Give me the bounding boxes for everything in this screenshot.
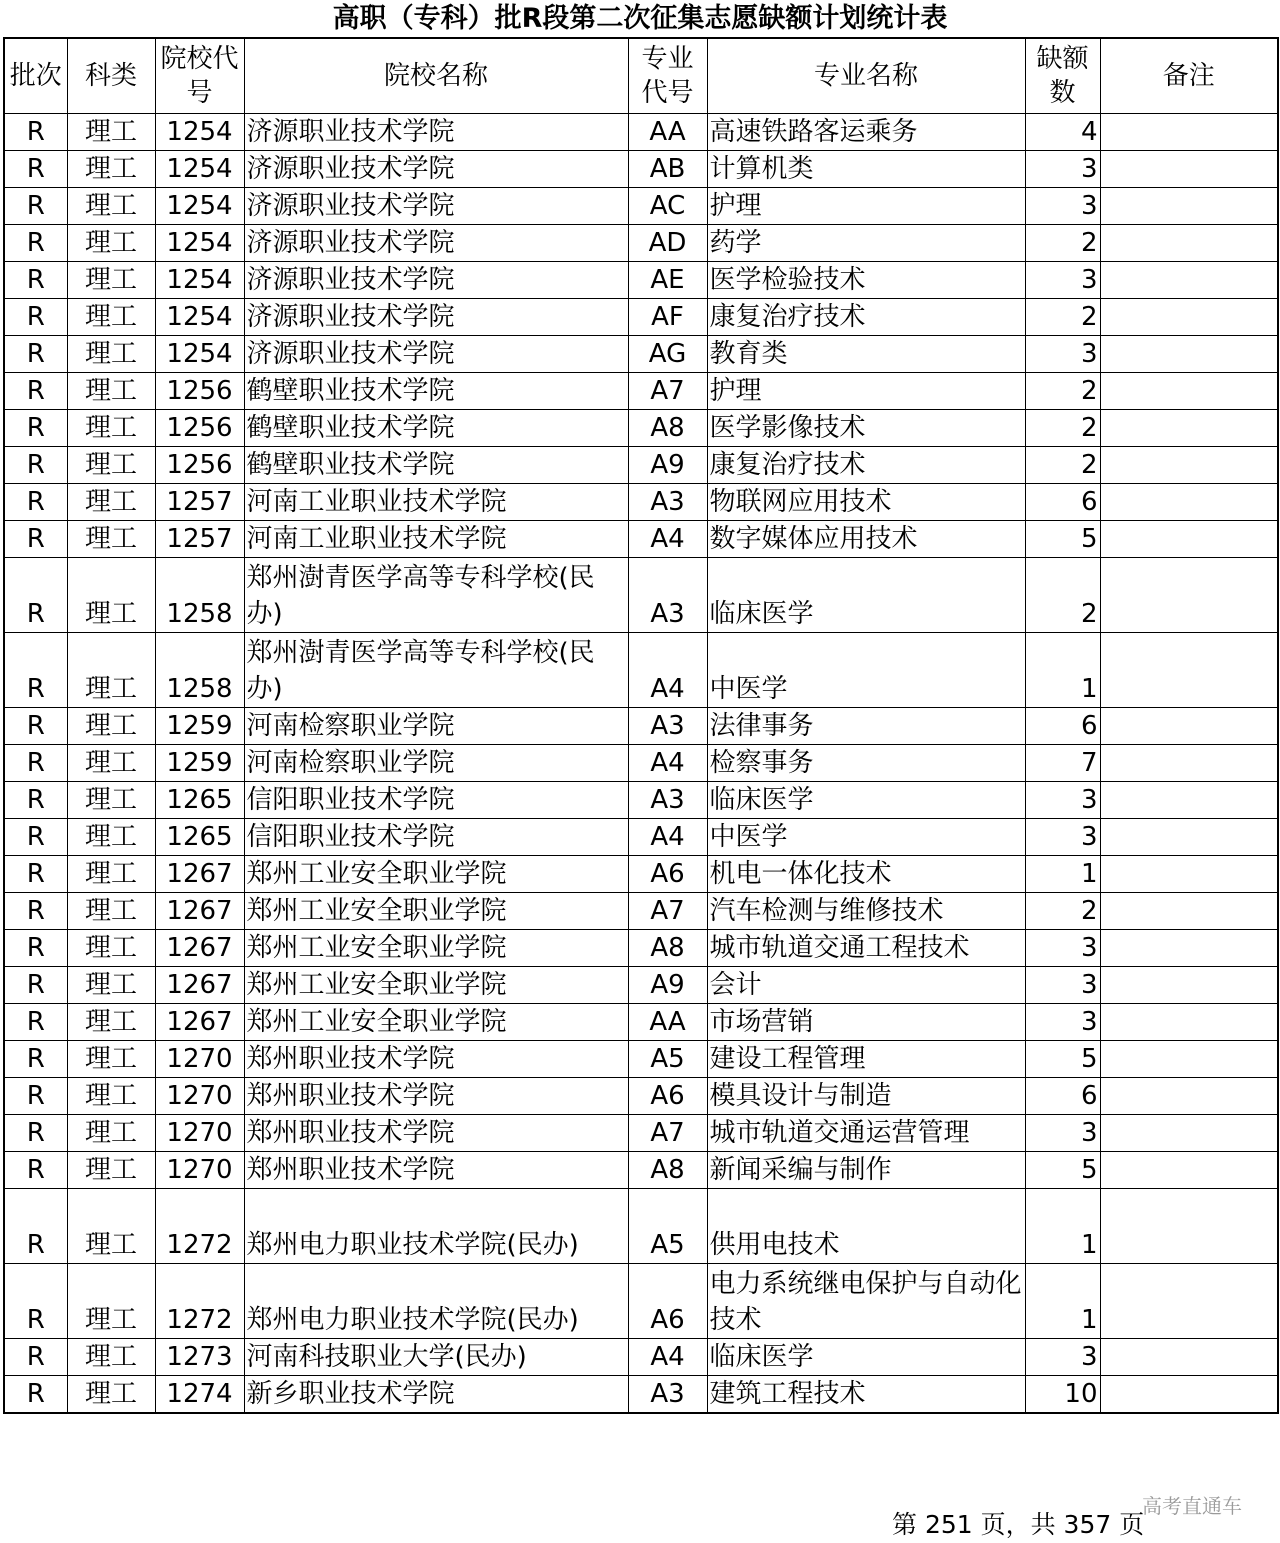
cell-category: 理工 — [67, 262, 155, 299]
cell-major-name: 医学检验技术 — [707, 262, 1025, 299]
cell-category: 理工 — [67, 1264, 155, 1339]
cell-major-code: A4 — [628, 521, 707, 558]
cell-major-code: A3 — [628, 1376, 707, 1414]
table-row — [4, 188, 1278, 225]
cell-major-code: AF — [628, 299, 707, 336]
cell-batch: R — [4, 1078, 67, 1115]
cell-batch: R — [4, 521, 67, 558]
cell-school-code: 1256 — [155, 410, 244, 447]
cell-major-name: 药学 — [707, 225, 1025, 262]
cell-major-name: 物联网应用技术 — [707, 484, 1025, 521]
cell-school-name: 郑州职业技术学院 — [244, 1152, 628, 1189]
cell-major-name: 高速铁路客运乘务 — [707, 114, 1025, 151]
cell-batch: R — [4, 1189, 67, 1264]
cell-major-code: A7 — [628, 373, 707, 410]
table-row — [4, 410, 1278, 447]
cell-remark — [1100, 188, 1278, 225]
cell-vacancy: 3 — [1025, 819, 1100, 856]
cell-batch: R — [4, 1264, 67, 1339]
cell-school-name: 鹤壁职业技术学院 — [244, 410, 628, 447]
cell-major-name: 汽车检测与维修技术 — [707, 893, 1025, 930]
cell-school-name: 郑州电力职业技术学院(民办) — [244, 1264, 628, 1339]
cell-school-name: 济源职业技术学院 — [244, 188, 628, 225]
cell-vacancy: 2 — [1025, 893, 1100, 930]
cell-school-code: 1270 — [155, 1078, 244, 1115]
cell-vacancy: 3 — [1025, 1339, 1100, 1376]
cell-school-code: 1254 — [155, 114, 244, 151]
cell-major-name: 医学影像技术 — [707, 410, 1025, 447]
cell-school-code: 1270 — [155, 1041, 244, 1078]
cell-major-name: 法律事务 — [707, 708, 1025, 745]
page-number: 第 251 页，共 357 页 — [892, 1510, 1145, 1539]
cell-vacancy: 3 — [1025, 188, 1100, 225]
cell-remark — [1100, 447, 1278, 484]
cell-major-code: A3 — [628, 782, 707, 819]
table-row — [4, 558, 1278, 633]
cell-vacancy: 10 — [1025, 1376, 1100, 1414]
cell-remark — [1100, 1004, 1278, 1041]
cell-vacancy: 5 — [1025, 1152, 1100, 1189]
table-row — [4, 856, 1278, 893]
cell-category: 理工 — [67, 856, 155, 893]
cell-school-name: 济源职业技术学院 — [244, 262, 628, 299]
cell-remark — [1100, 299, 1278, 336]
cell-school-name: 郑州职业技术学院 — [244, 1078, 628, 1115]
cell-major-name: 中医学 — [707, 819, 1025, 856]
cell-batch: R — [4, 1339, 67, 1376]
cell-school-name: 郑州职业技术学院 — [244, 1041, 628, 1078]
cell-school-name: 郑州工业安全职业学院 — [244, 856, 628, 893]
cell-vacancy: 6 — [1025, 708, 1100, 745]
cell-remark — [1100, 745, 1278, 782]
cell-batch: R — [4, 856, 67, 893]
cell-remark — [1100, 1078, 1278, 1115]
cell-school-code: 1254 — [155, 225, 244, 262]
cell-school-name: 鹤壁职业技术学院 — [244, 373, 628, 410]
cell-school-name: 鹤壁职业技术学院 — [244, 447, 628, 484]
cell-category: 理工 — [67, 447, 155, 484]
cell-school-code: 1258 — [155, 633, 244, 708]
cell-vacancy: 5 — [1025, 1041, 1100, 1078]
cell-school-code: 1257 — [155, 521, 244, 558]
table-row — [4, 745, 1278, 782]
cell-school-code: 1254 — [155, 336, 244, 373]
cell-school-code: 1267 — [155, 967, 244, 1004]
header-major-name: 专业名称 — [707, 38, 1025, 114]
cell-major-name: 临床医学 — [707, 1339, 1025, 1376]
cell-major-name: 计算机类 — [707, 151, 1025, 188]
cell-major-name: 城市轨道交通工程技术 — [707, 930, 1025, 967]
cell-vacancy: 7 — [1025, 745, 1100, 782]
cell-school-code: 1254 — [155, 299, 244, 336]
cell-category: 理工 — [67, 930, 155, 967]
cell-major-name: 教育类 — [707, 336, 1025, 373]
cell-major-code: A8 — [628, 930, 707, 967]
cell-school-name: 信阳职业技术学院 — [244, 782, 628, 819]
cell-batch: R — [4, 745, 67, 782]
cell-school-name: 信阳职业技术学院 — [244, 819, 628, 856]
cell-major-code: A4 — [628, 633, 707, 708]
cell-remark — [1100, 151, 1278, 188]
cell-vacancy: 3 — [1025, 1115, 1100, 1152]
cell-remark — [1100, 967, 1278, 1004]
cell-category: 理工 — [67, 1376, 155, 1414]
cell-major-code: A7 — [628, 1115, 707, 1152]
cell-remark — [1100, 521, 1278, 558]
cell-school-name: 济源职业技术学院 — [244, 336, 628, 373]
table-row — [4, 930, 1278, 967]
cell-category: 理工 — [67, 558, 155, 633]
cell-major-code: A7 — [628, 893, 707, 930]
cell-school-code: 1272 — [155, 1264, 244, 1339]
cell-school-code: 1267 — [155, 1004, 244, 1041]
cell-school-code: 1270 — [155, 1152, 244, 1189]
cell-major-code: AD — [628, 225, 707, 262]
vacancy-plan-table — [3, 37, 1279, 1414]
cell-remark — [1100, 856, 1278, 893]
cell-major-name: 城市轨道交通运营管理 — [707, 1115, 1025, 1152]
cell-category: 理工 — [67, 1078, 155, 1115]
cell-batch: R — [4, 373, 67, 410]
cell-category: 理工 — [67, 484, 155, 521]
cell-remark — [1100, 1041, 1278, 1078]
cell-category: 理工 — [67, 893, 155, 930]
cell-major-name: 机电一体化技术 — [707, 856, 1025, 893]
cell-remark — [1100, 336, 1278, 373]
cell-category: 理工 — [67, 188, 155, 225]
cell-batch: R — [4, 114, 67, 151]
cell-remark — [1100, 558, 1278, 633]
cell-major-name: 护理 — [707, 188, 1025, 225]
cell-major-code: AB — [628, 151, 707, 188]
cell-major-name: 建筑工程技术 — [707, 1376, 1025, 1414]
cell-major-code: A5 — [628, 1189, 707, 1264]
cell-major-name: 临床医学 — [707, 558, 1025, 633]
cell-batch: R — [4, 782, 67, 819]
table-row — [4, 1189, 1278, 1264]
cell-batch: R — [4, 558, 67, 633]
cell-category: 理工 — [67, 299, 155, 336]
table-row — [4, 708, 1278, 745]
cell-major-code: AG — [628, 336, 707, 373]
cell-batch: R — [4, 336, 67, 373]
watermark-text: 高考直通车 — [1142, 1494, 1242, 1518]
cell-batch: R — [4, 819, 67, 856]
cell-major-name: 康复治疗技术 — [707, 447, 1025, 484]
cell-vacancy: 1 — [1025, 856, 1100, 893]
cell-remark — [1100, 1264, 1278, 1339]
cell-category: 理工 — [67, 1152, 155, 1189]
cell-category: 理工 — [67, 1339, 155, 1376]
cell-major-code: A6 — [628, 1078, 707, 1115]
cell-school-code: 1254 — [155, 151, 244, 188]
cell-school-name: 郑州职业技术学院 — [244, 1115, 628, 1152]
cell-remark — [1100, 1152, 1278, 1189]
cell-major-name: 建设工程管理 — [707, 1041, 1025, 1078]
cell-school-code: 1273 — [155, 1339, 244, 1376]
cell-batch: R — [4, 1376, 67, 1414]
table-row — [4, 447, 1278, 484]
table-row — [4, 1041, 1278, 1078]
cell-remark — [1100, 373, 1278, 410]
cell-major-name: 康复治疗技术 — [707, 299, 1025, 336]
cell-vacancy: 6 — [1025, 484, 1100, 521]
cell-remark — [1100, 782, 1278, 819]
cell-category: 理工 — [67, 336, 155, 373]
cell-major-code: A3 — [628, 708, 707, 745]
cell-vacancy: 1 — [1025, 1264, 1100, 1339]
cell-major-code: A8 — [628, 410, 707, 447]
cell-remark — [1100, 708, 1278, 745]
cell-batch: R — [4, 484, 67, 521]
cell-remark — [1100, 410, 1278, 447]
cell-category: 理工 — [67, 633, 155, 708]
table-header-row — [4, 38, 1278, 114]
cell-batch: R — [4, 1041, 67, 1078]
cell-batch: R — [4, 893, 67, 930]
table-row — [4, 336, 1278, 373]
table-row — [4, 1115, 1278, 1152]
cell-major-code: A6 — [628, 856, 707, 893]
cell-vacancy: 2 — [1025, 447, 1100, 484]
cell-batch: R — [4, 188, 67, 225]
cell-school-name: 郑州工业安全职业学院 — [244, 1004, 628, 1041]
cell-vacancy: 1 — [1025, 1189, 1100, 1264]
cell-school-name: 郑州澍青医学高等专科学校(民办) — [244, 558, 628, 633]
cell-category: 理工 — [67, 708, 155, 745]
cell-batch: R — [4, 410, 67, 447]
header-category: 科类 — [67, 38, 155, 114]
cell-remark — [1100, 1115, 1278, 1152]
cell-category: 理工 — [67, 373, 155, 410]
cell-category: 理工 — [67, 745, 155, 782]
cell-vacancy: 3 — [1025, 151, 1100, 188]
table-row — [4, 262, 1278, 299]
cell-school-name: 河南检察职业学院 — [244, 708, 628, 745]
cell-batch: R — [4, 1115, 67, 1152]
cell-vacancy: 2 — [1025, 410, 1100, 447]
cell-major-code: AA — [628, 114, 707, 151]
table-row — [4, 1264, 1278, 1339]
cell-vacancy: 2 — [1025, 373, 1100, 410]
cell-batch: R — [4, 1152, 67, 1189]
table-row — [4, 967, 1278, 1004]
cell-vacancy: 5 — [1025, 521, 1100, 558]
cell-major-code: A3 — [628, 484, 707, 521]
cell-batch: R — [4, 151, 67, 188]
cell-school-code: 1254 — [155, 262, 244, 299]
cell-remark — [1100, 225, 1278, 262]
cell-remark — [1100, 1339, 1278, 1376]
cell-category: 理工 — [67, 1041, 155, 1078]
cell-vacancy: 1 — [1025, 633, 1100, 708]
cell-major-code: AE — [628, 262, 707, 299]
cell-category: 理工 — [67, 151, 155, 188]
cell-major-name: 新闻采编与制作 — [707, 1152, 1025, 1189]
cell-school-name: 济源职业技术学院 — [244, 225, 628, 262]
cell-school-name: 郑州澍青医学高等专科学校(民办) — [244, 633, 628, 708]
cell-major-code: A9 — [628, 967, 707, 1004]
cell-category: 理工 — [67, 819, 155, 856]
cell-remark — [1100, 893, 1278, 930]
cell-school-name: 济源职业技术学院 — [244, 299, 628, 336]
cell-vacancy: 3 — [1025, 930, 1100, 967]
cell-vacancy: 2 — [1025, 299, 1100, 336]
cell-school-name: 郑州工业安全职业学院 — [244, 967, 628, 1004]
cell-school-code: 1267 — [155, 893, 244, 930]
cell-school-name: 济源职业技术学院 — [244, 151, 628, 188]
table-row — [4, 484, 1278, 521]
table-row — [4, 1078, 1278, 1115]
cell-school-code: 1254 — [155, 188, 244, 225]
cell-school-name: 河南工业职业技术学院 — [244, 484, 628, 521]
page-title: 高职（专科）批R段第二次征集志愿缺额计划统计表 — [332, 3, 948, 34]
cell-school-code: 1267 — [155, 856, 244, 893]
header-batch: 批次 — [4, 38, 67, 114]
header-major-code: 专业代号 — [628, 38, 707, 114]
cell-major-name: 市场营销 — [707, 1004, 1025, 1041]
cell-school-code: 1259 — [155, 708, 244, 745]
cell-remark — [1100, 1189, 1278, 1264]
table-row — [4, 1152, 1278, 1189]
cell-vacancy: 2 — [1025, 225, 1100, 262]
cell-batch: R — [4, 708, 67, 745]
cell-school-code: 1274 — [155, 1376, 244, 1414]
cell-category: 理工 — [67, 782, 155, 819]
cell-major-code: A6 — [628, 1264, 707, 1339]
cell-vacancy: 2 — [1025, 558, 1100, 633]
table-row — [4, 1339, 1278, 1376]
cell-major-code: A4 — [628, 1339, 707, 1376]
table-row — [4, 373, 1278, 410]
cell-school-code: 1257 — [155, 484, 244, 521]
cell-school-name: 郑州电力职业技术学院(民办) — [244, 1189, 628, 1264]
cell-major-code: A4 — [628, 745, 707, 782]
cell-category: 理工 — [67, 1115, 155, 1152]
cell-major-name: 供用电技术 — [707, 1189, 1025, 1264]
header-school-name: 院校名称 — [244, 38, 628, 114]
table-row — [4, 633, 1278, 708]
cell-remark — [1100, 930, 1278, 967]
table-row — [4, 819, 1278, 856]
cell-batch: R — [4, 262, 67, 299]
cell-major-name: 临床医学 — [707, 782, 1025, 819]
cell-major-name: 模具设计与制造 — [707, 1078, 1025, 1115]
cell-school-code: 1270 — [155, 1115, 244, 1152]
cell-major-code: AC — [628, 188, 707, 225]
table-row — [4, 299, 1278, 336]
cell-vacancy: 6 — [1025, 1078, 1100, 1115]
cell-school-code: 1267 — [155, 930, 244, 967]
cell-school-name: 河南工业职业技术学院 — [244, 521, 628, 558]
table-row — [4, 782, 1278, 819]
cell-school-name: 河南检察职业学院 — [244, 745, 628, 782]
cell-category: 理工 — [67, 1004, 155, 1041]
header-vacancy: 缺额数 — [1025, 38, 1100, 114]
cell-batch: R — [4, 225, 67, 262]
cell-vacancy: 3 — [1025, 1004, 1100, 1041]
cell-major-code: AA — [628, 1004, 707, 1041]
cell-category: 理工 — [67, 967, 155, 1004]
cell-category: 理工 — [67, 521, 155, 558]
header-school-code: 院校代号 — [155, 38, 244, 114]
cell-major-code: A9 — [628, 447, 707, 484]
header-remark: 备注 — [1100, 38, 1278, 114]
cell-batch: R — [4, 967, 67, 1004]
cell-school-code: 1272 — [155, 1189, 244, 1264]
cell-vacancy: 3 — [1025, 967, 1100, 1004]
cell-major-code: A3 — [628, 558, 707, 633]
cell-category: 理工 — [67, 225, 155, 262]
table-row — [4, 1004, 1278, 1041]
cell-remark — [1100, 114, 1278, 151]
cell-school-code: 1256 — [155, 373, 244, 410]
table-row — [4, 225, 1278, 262]
cell-school-code: 1256 — [155, 447, 244, 484]
cell-category: 理工 — [67, 410, 155, 447]
cell-major-name: 检察事务 — [707, 745, 1025, 782]
cell-major-name: 数字媒体应用技术 — [707, 521, 1025, 558]
table-row — [4, 1376, 1278, 1414]
cell-vacancy: 4 — [1025, 114, 1100, 151]
cell-school-code: 1265 — [155, 819, 244, 856]
cell-major-code: A4 — [628, 819, 707, 856]
table-row — [4, 151, 1278, 188]
cell-school-code: 1258 — [155, 558, 244, 633]
cell-vacancy: 3 — [1025, 782, 1100, 819]
cell-vacancy: 3 — [1025, 262, 1100, 299]
cell-school-name: 河南科技职业大学(民办) — [244, 1339, 628, 1376]
cell-batch: R — [4, 1004, 67, 1041]
cell-school-name: 济源职业技术学院 — [244, 114, 628, 151]
cell-major-name: 电力系统继电保护与自动化技术 — [707, 1264, 1025, 1339]
cell-category: 理工 — [67, 114, 155, 151]
cell-remark — [1100, 484, 1278, 521]
cell-major-name: 中医学 — [707, 633, 1025, 708]
cell-batch: R — [4, 930, 67, 967]
cell-school-name: 郑州工业安全职业学院 — [244, 930, 628, 967]
cell-batch: R — [4, 447, 67, 484]
cell-remark — [1100, 633, 1278, 708]
cell-batch: R — [4, 633, 67, 708]
table-row — [4, 114, 1278, 151]
cell-school-name: 郑州工业安全职业学院 — [244, 893, 628, 930]
cell-school-name: 新乡职业技术学院 — [244, 1376, 628, 1414]
cell-major-code: A8 — [628, 1152, 707, 1189]
table-row — [4, 893, 1278, 930]
cell-remark — [1100, 819, 1278, 856]
cell-batch: R — [4, 299, 67, 336]
cell-remark — [1100, 262, 1278, 299]
cell-major-name: 护理 — [707, 373, 1025, 410]
table-row — [4, 521, 1278, 558]
cell-school-code: 1265 — [155, 782, 244, 819]
cell-vacancy: 3 — [1025, 336, 1100, 373]
cell-major-name: 会计 — [707, 967, 1025, 1004]
cell-major-code: A5 — [628, 1041, 707, 1078]
cell-category: 理工 — [67, 1189, 155, 1264]
cell-remark — [1100, 1376, 1278, 1414]
cell-school-code: 1259 — [155, 745, 244, 782]
